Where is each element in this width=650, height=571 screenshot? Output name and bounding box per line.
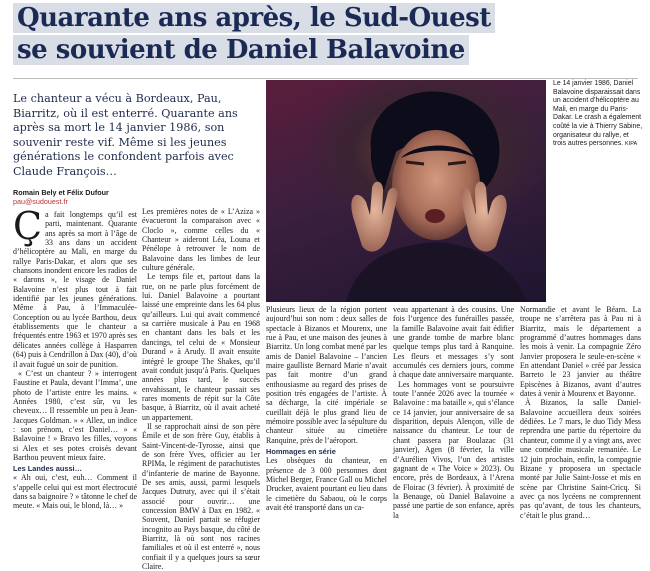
headline bbox=[13, 2, 573, 66]
drop-cap: Ç bbox=[13, 204, 43, 248]
byline-email-link[interactable]: pau@sudouest.fr bbox=[13, 197, 68, 206]
photo-credit: KIPA bbox=[625, 141, 638, 148]
headline-rule bbox=[13, 78, 638, 79]
paragraph: Le temps file et, partout dans la rue, on ne parle plus forcément de lui. Daniel Balavoine a pourtant laissé une empreinte dans les 64 plus qu’ailleurs. Lui qui avait commencé sa carrière musicale à Pau en 1968 en chantant dans les bals et les dancings, tel celui de « Monsieur Durand » à Arudy. Il avait ensuite intégré le groupe The Shakes, qu’il avait conduit jusqu’à Paris. Quelques années plus tard, le succès envahissant, le chanteur passait ses rares moments de répit sur la Côte basque, à Biarritz, où il avait acheté un appartement. bbox=[142, 272, 260, 422]
paragraph: « Ah oui, c’est, euh… Comment il s’appelle celui qui est mort électrocuté dans sa baignoire ? » tâtonne le chef de meute. « Mais oui, le blond, là… » bbox=[13, 473, 138, 511]
subheading: Les Landes aussi… bbox=[13, 464, 83, 474]
paragraph: Les hommages vont se poursuivre toute l’année 2026 avec la tournée « Balavoine : ma bataille », qui s’élance ce 14 janvier, jour anniversaire de sa disparition, depuis Alençon, ville de naissance du chanteur. Le tour de chant passera par Boulazac (31 janvier), Agen (8 février, la ville d’Aurélien Vivos, l’un des artistes gagnant de « The Voice » 2023). Ou encore, près de Bordeaux, à l’Arena de Floirac (3 février). À proximité de la Benauge, où Daniel Balavoine a passé une partie de son enfance, après la bbox=[393, 379, 514, 520]
paragraph: Il se rapprochait ainsi de son père Émile et de son frère Guy, établis à Saint-Vincent-de-Tyrosse, ainsi que de son frère Yves, officier au 1er RPIMa, le régiment de parachutistes d’infanterie de marine de Bayonne. De ses amis, aussi, parmi lesquels Jacques Dutruty, avec qui il s’était associé pour ouvrir… une concession BMW à Dax en 1982. « Souvent, Daniel partait se réfugier incognito au Pays basque, du côté de Biarritz, là où sont nos racines familiales et où il est enterré », nous confiait il y a quelques jours sa sœur Claire. bbox=[142, 421, 260, 571]
article-column-2 bbox=[142, 207, 260, 571]
lead-paragraph: Le chanteur a vécu à Bordeaux, Pau, Biarritz, où il est enterré. Quarante ans après sa mort le 14 janvier 1986, son souvenir reste vif. Même si les jeunes générations le confondent parfois avec Claude François… bbox=[13, 92, 238, 178]
balavoine-photo bbox=[266, 80, 546, 302]
singer-portrait-illustration bbox=[266, 80, 546, 302]
paragraph: Normandie et avant le Béarn. La troupe ne s’arrêtera pas à Pau ni à Biarritz, mais le département a programmé d’autres hommages dans les mois à venir. La compagnie Zéro Janvier proposera le seule-en-scène « En attendant Daniel » créé par Jessica Barreto le 23 janvier au théâtre Episcènes à Bizanos, avant d’autres dates à venir à Mourenx et Bayonne. bbox=[520, 305, 641, 399]
headline-line-2: se souvient de Daniel Balavoine bbox=[13, 35, 469, 65]
byline bbox=[13, 188, 258, 206]
paragraph: veau appartenant à des cousins. Une fois l’urgence des funérailles passée, la famille Balavoine avait fait édifier une grande tombe de marbre blanc quelque temps plus tard à Ranquine. Les fleurs et messages s’y sont accumulés ces derniers jours, comme à chaque date anniversaire marquante. bbox=[393, 305, 514, 380]
paragraph: « C’est un chanteur ? » interrogent Faustine et Paula, devant l’Imma’, une photo de l’artiste entre les mains. « Années 1980, c’est sûr, vu les cheveux… Il ressemble un peu à Jean-Jacques Goldman. » « Allez, un indice : son prénom, c’est Daniel… » « Balavoine ! » Bravo les filles, voyons si Alex et ses potes croisés devant Barthou peuvent mieux faire. bbox=[13, 368, 137, 462]
headline-line-1: Quarante ans après, le Sud-Ouest bbox=[13, 3, 495, 33]
byline-authors: Romain Bely et Félix Dufour bbox=[13, 188, 109, 197]
article-column-4 bbox=[393, 305, 514, 520]
article-column-3 bbox=[266, 305, 387, 512]
article-column-5 bbox=[520, 305, 641, 520]
article-column-1 bbox=[13, 204, 138, 511]
subheading: Hommages en série bbox=[266, 447, 336, 457]
paragraph: Plusieurs lieux de la région portent aujourd’hui son nom : deux salles de spectacle à Bizanos et Mourenx, une rue à Pau, et une maison des jeunes à Biarritz. Un long combat mené par les amis de Daniel Balavoine – l’ancien maire gaulliste Bernard Marie n’avait pas fait montre d’un grand enthousiasme au regard des prises de position très engagées de l’artiste. À sa décharge, la cité impériale se cueillait déjà le plus grand lieu de mémoire possible avec la sépulture du chanteur située au cimetière Ranquine, près de l’aéroport. bbox=[266, 305, 387, 445]
photo-caption: Le 14 janvier 1986, Daniel Balavoine disparaissait dans un accident d’hélicoptère au Mali, en marge du Paris-Dakar. Le crash a également coûté la vie à Thierry Sabine, organisateur du rallye, et trois autres personnes. KIPA bbox=[553, 80, 643, 148]
paragraph: Ça fait longtemps qu’il est parti, maintenant. Quarante ans après sa mort à l’âge de 33 ans dans un accident d’hélicoptère au Mali, en marge du rallye Paris-Dakar, et alors que ses chansons inondent encore les radios de « darons », le visage de Daniel Balavoine n’est plus tout à fait identifié par les jeunes générations. Même à Pau, à l’Immaculée-Conception ou au lycée Barthou, deux établissements que le chanteur a fréquentés entre 1963 et 1970 après ses délicates années collège à Hasparren (64) puis à Cendrillon à Dax (40), d’où il avait fugué un soir de punition. bbox=[13, 204, 138, 369]
paragraph: Les premières notes de « L’Aziza » évacueront la comparaison avec « Cloclo », comme celles du « Chanteur » aideront Léa, Louna et Pénélope à retrouver le nom de Balavoine dans les limbes de leur culture générale. bbox=[142, 207, 260, 273]
paragraph: Les obsèques du chanteur, en présence de 3 000 personnes dont Michel Berger, France Gall ou Michel Drucker, avaient pourtant eu lieu dans le cimetière du Sabaou, où le corps avait été transporté dans un ca- bbox=[266, 456, 387, 512]
paragraph: À Bizanos, la salle Daniel-Balavoine accueillera deux soirées dédiées. Le 7 mars, le duo Tidy Mess reprendra une partie du répertoire du chanteur, comme il y a vingt ans, avec une comédie musicale remaniée. Le 12 juin prochain, enfin, la compagnie Bizane y proposera un spectacle monté par Julie Saint-Josse et mis en scène par Christine Saint-Cricq. Si avec ça nos lycéens ne comprennent pas qu’avant, de tous les chanteurs, c’était le plus grand… bbox=[520, 398, 641, 520]
